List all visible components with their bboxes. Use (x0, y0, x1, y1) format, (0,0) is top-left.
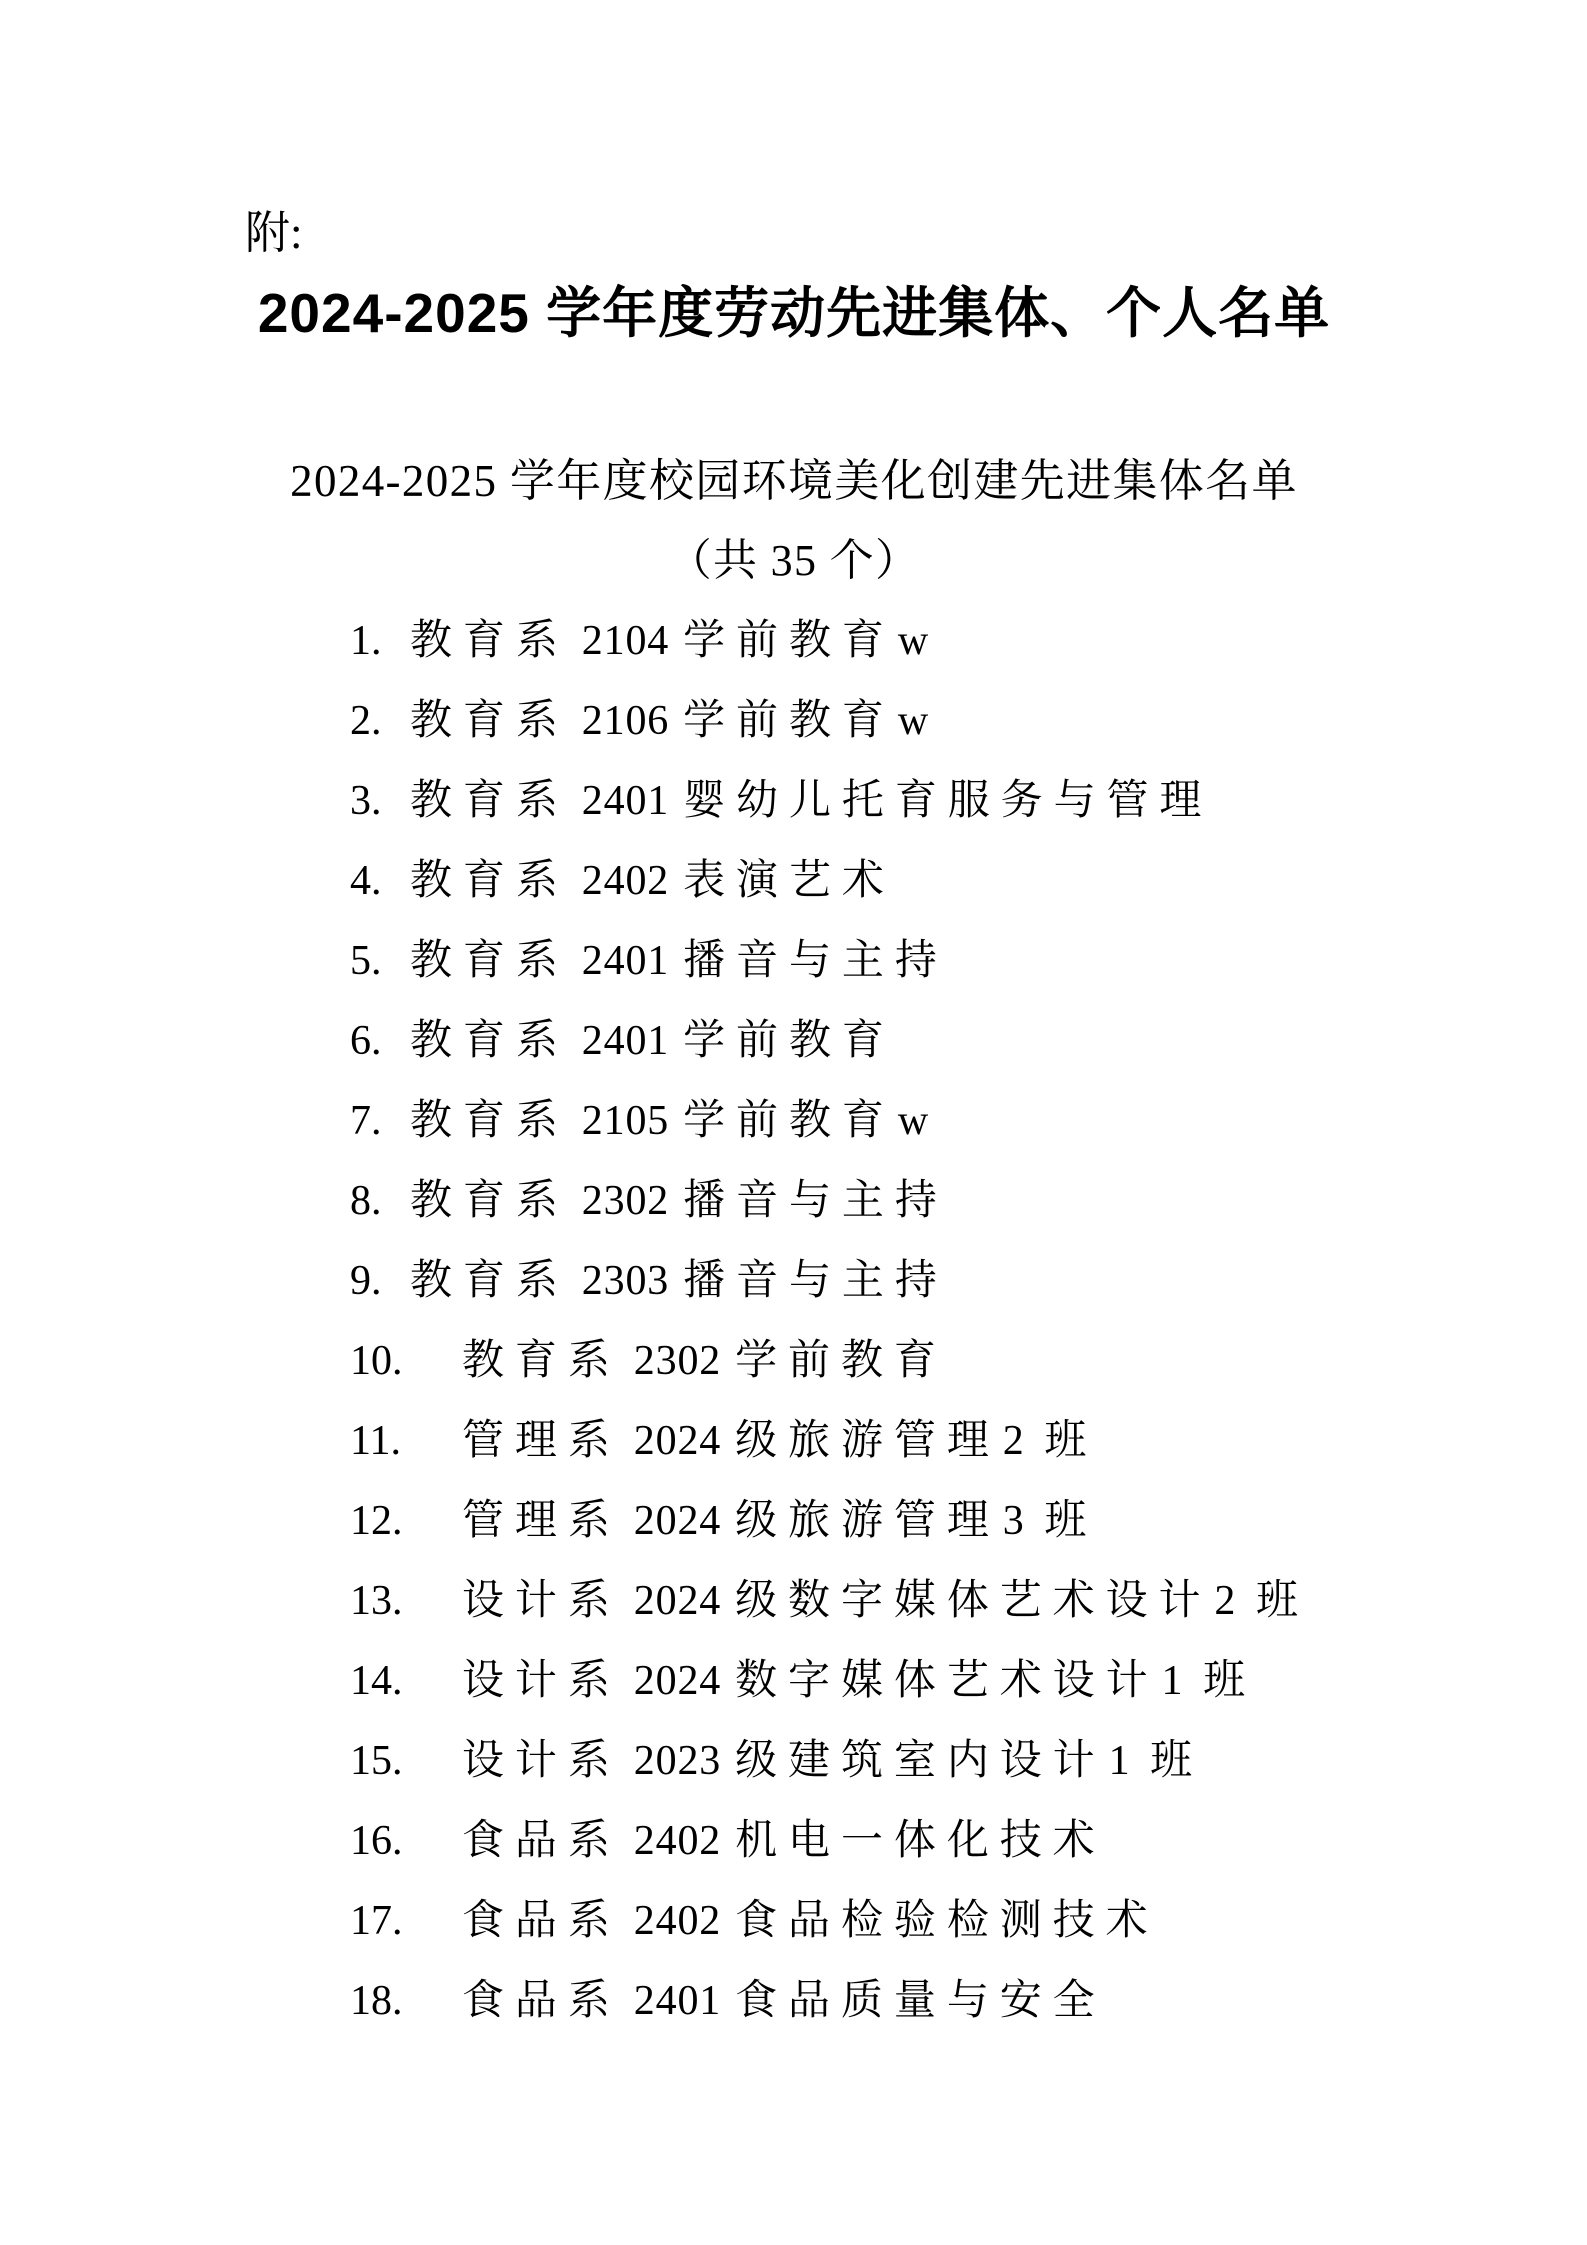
item-class-code: 2024 (633, 1418, 722, 1464)
item-department: 教育系 (410, 938, 569, 984)
item-number: 7. (350, 1098, 382, 1144)
item-number: 4. (350, 858, 382, 904)
item-major-name: 数字媒体艺术设计 (735, 1658, 1159, 1704)
item-major-name: 播音与主持 (683, 938, 948, 984)
item-suffix: w (897, 698, 934, 744)
item-major-name: 学前教育 (683, 1098, 895, 1144)
item-number: 2. (350, 698, 382, 744)
item-suffix: 1 班 (1108, 1738, 1198, 1784)
list-item (245, 1321, 1343, 1401)
item-major-name: 学前教育 (683, 1018, 895, 1064)
item-department: 管理系 (462, 1498, 621, 1544)
item-number: 6. (350, 1018, 382, 1064)
item-class-code: 2303 (581, 1258, 670, 1304)
item-major-name: 食品检验检测技术 (735, 1898, 1159, 1944)
item-class-code: 2024 (633, 1578, 722, 1624)
item-class-code: 2105 (581, 1098, 670, 1144)
list-item (245, 1241, 1343, 1321)
list-item (245, 1161, 1343, 1241)
item-department: 教育系 (410, 858, 569, 904)
item-class-code: 2401 (633, 1978, 722, 2024)
item-number: 15. (350, 1738, 403, 1784)
item-class-code: 2023 (633, 1738, 722, 1784)
item-class-code: 2401 (581, 1018, 670, 1064)
item-department: 食品系 (462, 1978, 621, 2024)
list-item (245, 1641, 1343, 1721)
list-item (245, 841, 1343, 921)
list-item (245, 1401, 1343, 1481)
item-number: 1. (350, 618, 382, 664)
section-count: （共 35 个） (667, 536, 921, 585)
item-major-name: 食品质量与安全 (735, 1978, 1106, 2024)
item-major-name: 级旅游管理 (735, 1498, 1000, 1544)
item-major-name: 表演艺术 (683, 858, 895, 904)
item-major-name: 级数字媒体艺术设计 (735, 1578, 1212, 1624)
item-suffix: 1 班 (1161, 1658, 1251, 1704)
item-class-code: 2402 (633, 1898, 722, 1944)
list-item (245, 1801, 1343, 1881)
item-number: 16. (350, 1818, 403, 1864)
section-heading: 2024-2025 学年度校园环境美化创建先进集体名单 (290, 456, 1298, 506)
item-number: 10. (350, 1338, 403, 1384)
list-item (245, 1721, 1343, 1801)
item-department: 教育系 (410, 1098, 569, 1144)
item-class-code: 2302 (633, 1338, 722, 1384)
item-department: 管理系 (462, 1418, 621, 1464)
item-number: 17. (350, 1898, 403, 1944)
item-number: 18. (350, 1978, 403, 2024)
list-item (245, 1081, 1343, 1161)
item-number: 12. (350, 1498, 403, 1544)
item-department: 教育系 (410, 618, 569, 664)
blank-line (245, 353, 1343, 441)
list-item (245, 601, 1343, 681)
item-suffix: 3 班 (1002, 1498, 1092, 1544)
item-major-name: 级旅游管理 (735, 1418, 1000, 1464)
item-department: 教育系 (410, 698, 569, 744)
item-suffix: 2 班 (1002, 1418, 1092, 1464)
document-title: 2024-2025 学年度劳动先进集体、个人名单 (257, 282, 1331, 344)
item-class-code: 2302 (581, 1178, 670, 1224)
item-class-code: 2024 (633, 1658, 722, 1704)
item-number: 14. (350, 1658, 403, 1704)
item-department: 设计系 (462, 1578, 621, 1624)
list-item (245, 1481, 1343, 1561)
list-item (245, 1001, 1343, 1081)
item-class-code: 2401 (581, 938, 670, 984)
item-class-code: 2402 (633, 1818, 722, 1864)
item-department: 教育系 (410, 1178, 569, 1224)
item-major-name: 学前教育 (683, 618, 895, 664)
list-item (245, 1961, 1343, 2041)
list-item (245, 1561, 1343, 1641)
item-department: 食品系 (462, 1818, 621, 1864)
item-class-code: 2106 (581, 698, 670, 744)
item-suffix: 2 班 (1214, 1578, 1304, 1624)
item-class-code: 2401 (581, 778, 670, 824)
item-department: 食品系 (462, 1898, 621, 1944)
item-number: 11. (350, 1418, 401, 1464)
list-item (245, 1881, 1343, 1961)
list-item (245, 681, 1343, 761)
item-major-name: 学前教育 (683, 698, 895, 744)
item-department: 教育系 (410, 1258, 569, 1304)
item-department: 设计系 (462, 1658, 621, 1704)
item-major-name: 学前教育 (735, 1338, 947, 1384)
item-class-code: 2402 (581, 858, 670, 904)
item-number: 9. (350, 1258, 382, 1304)
list-item (245, 921, 1343, 1001)
item-major-name: 机电一体化技术 (735, 1818, 1106, 1864)
item-major-name: 婴幼儿托育服务与管理 (683, 778, 1213, 824)
item-major-name: 播音与主持 (683, 1258, 948, 1304)
item-department: 教育系 (410, 778, 569, 824)
item-suffix: w (897, 618, 934, 664)
item-class-code: 2104 (581, 618, 670, 664)
item-number: 8. (350, 1178, 382, 1224)
item-department: 设计系 (462, 1738, 621, 1784)
item-class-code: 2024 (633, 1498, 722, 1544)
item-number: 5. (350, 938, 382, 984)
attachment-label: 附: (245, 208, 303, 258)
item-major-name: 播音与主持 (683, 1178, 948, 1224)
award-list (245, 601, 1343, 2041)
item-suffix: w (897, 1098, 934, 1144)
item-number: 3. (350, 778, 382, 824)
item-department: 教育系 (462, 1338, 621, 1384)
item-major-name: 级建筑室内设计 (735, 1738, 1106, 1784)
list-item (245, 761, 1343, 841)
item-department: 教育系 (410, 1018, 569, 1064)
item-number: 13. (350, 1578, 403, 1624)
